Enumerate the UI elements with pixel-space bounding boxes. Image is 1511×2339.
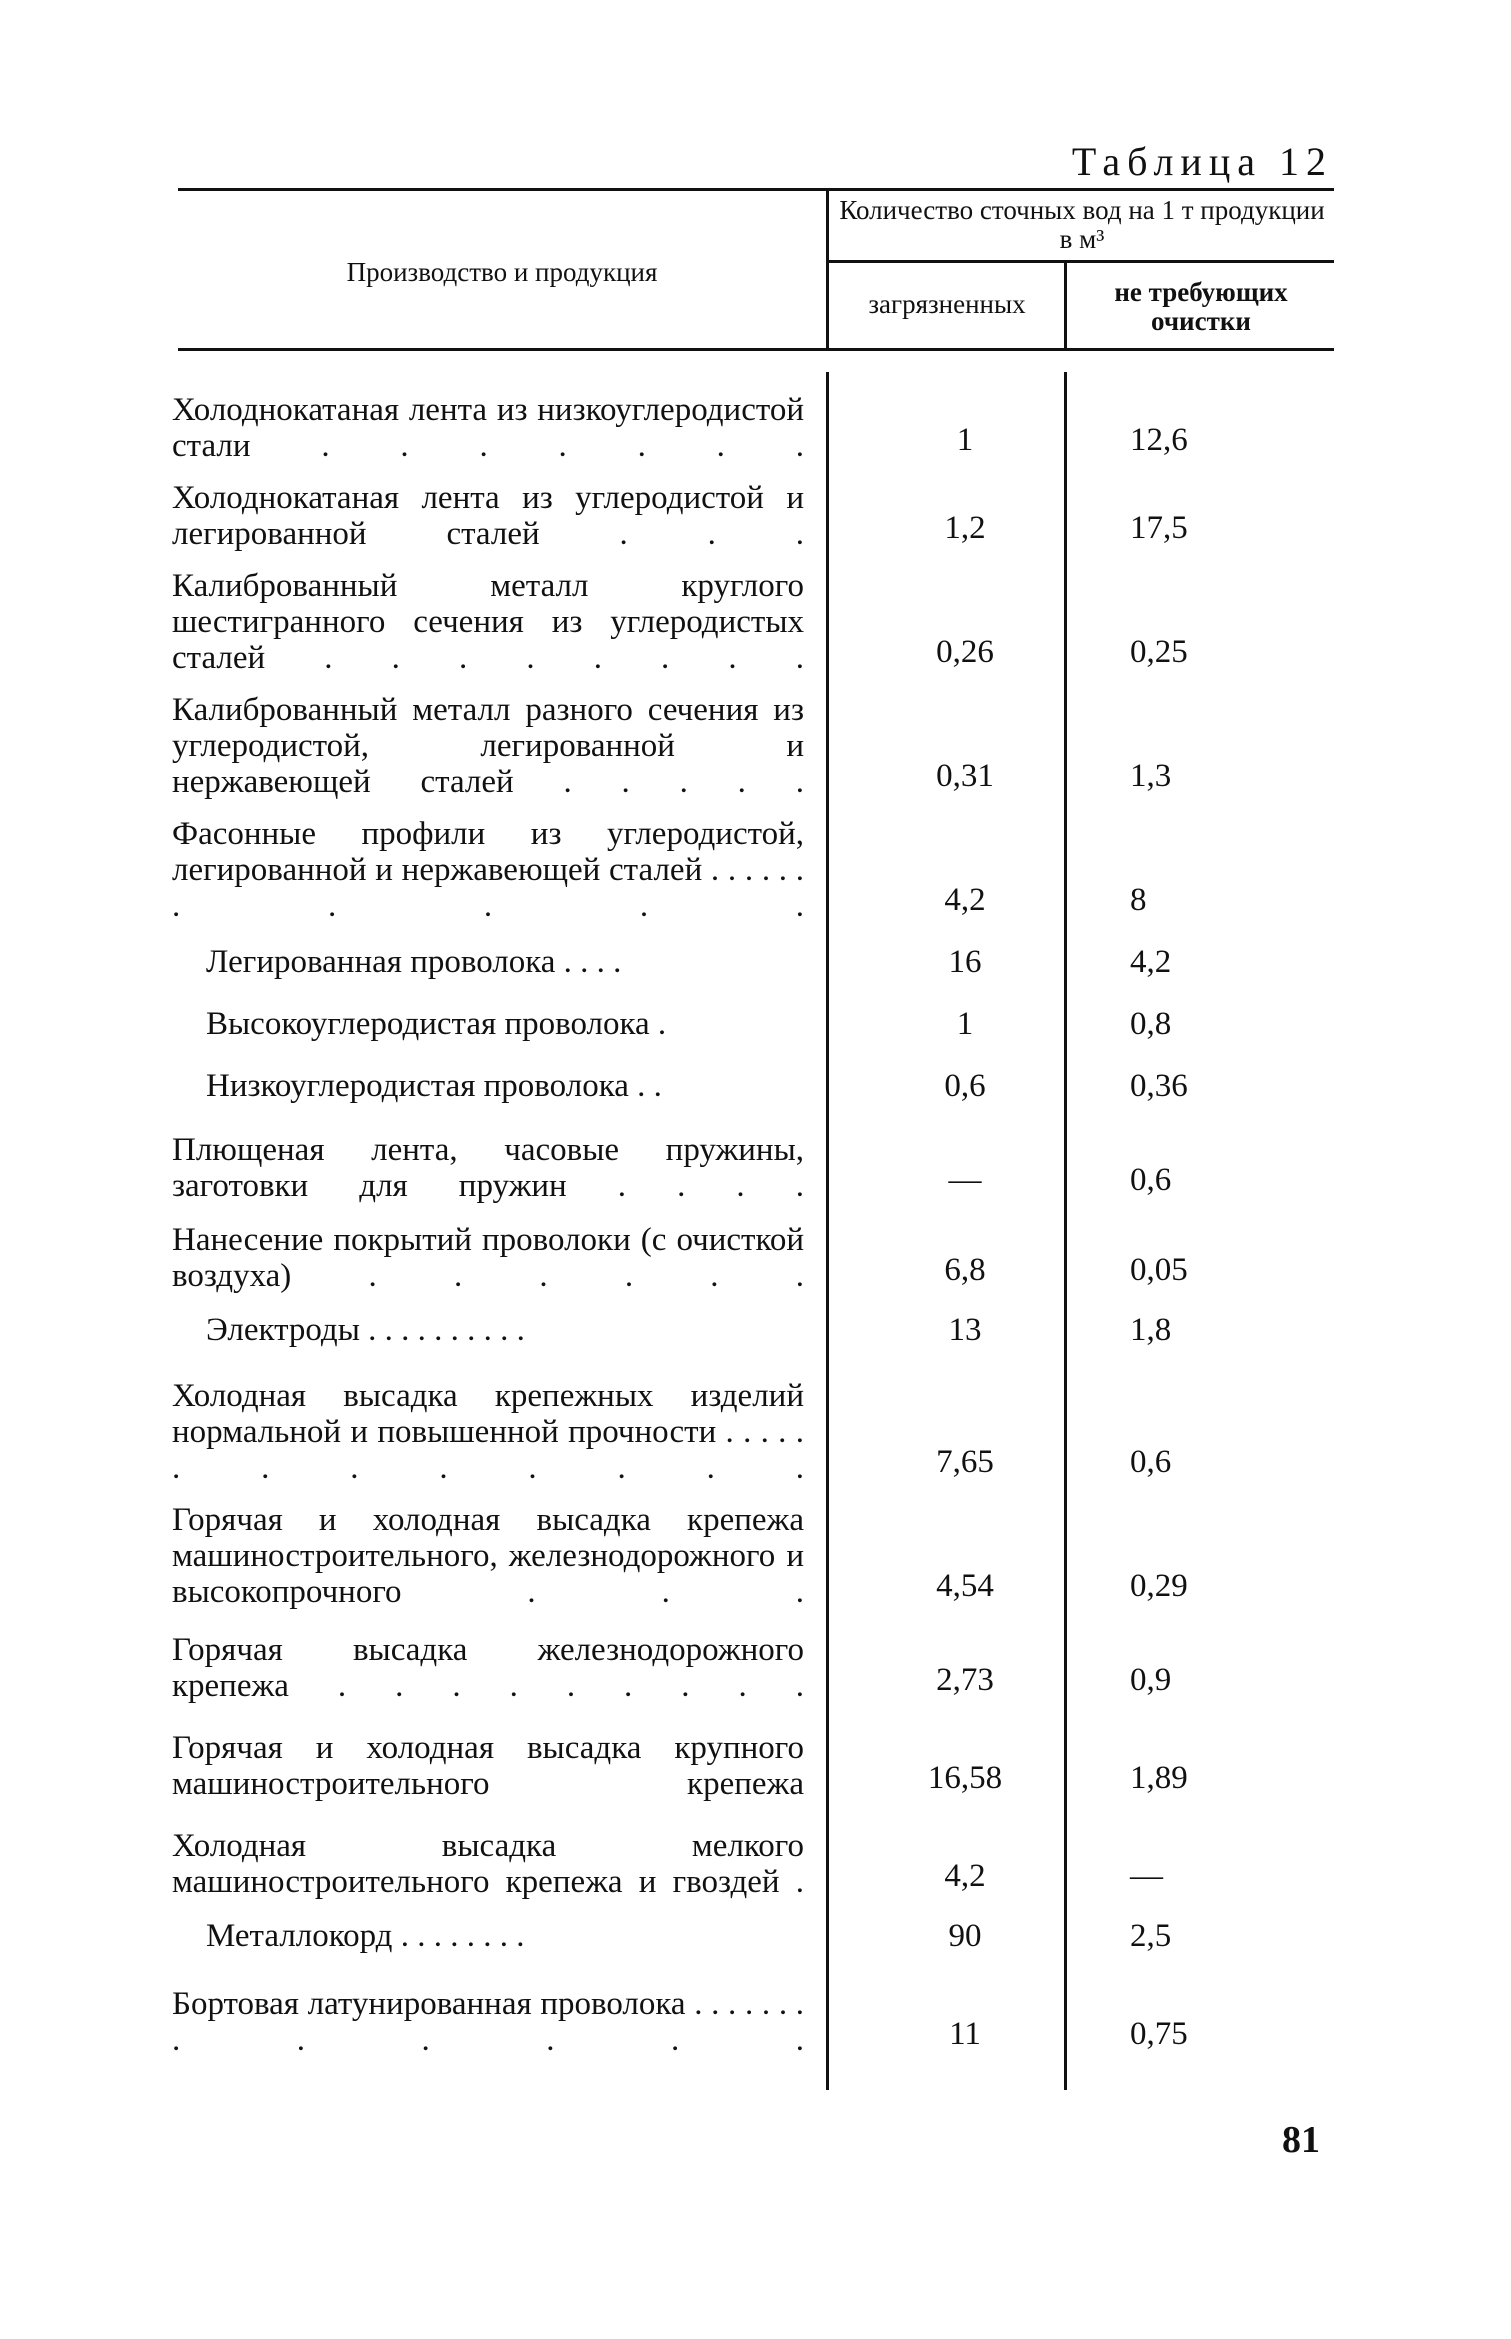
polluted-value: 4,2 — [944, 882, 986, 918]
column-header-product: Производство и продукция — [346, 257, 658, 287]
clean-value: 1,89 — [1130, 1760, 1188, 1796]
clean-value: 1,8 — [1130, 1312, 1172, 1348]
polluted-value: 1 — [956, 1006, 974, 1042]
product-name: Фасонные профили из углеродистой, легированной и нержавеющей сталей . . . . . . . . . . . — [172, 816, 804, 924]
polluted-value: 13 — [948, 1312, 982, 1348]
polluted-value: 90 — [948, 1918, 982, 1954]
polluted-value: 4,2 — [944, 1858, 986, 1894]
clean-value: 1,3 — [1130, 758, 1172, 794]
clean-value: 0,36 — [1130, 1068, 1188, 1104]
product-name: Холодная высадка мелкого машиностроительного крепежа и гвоздей . — [172, 1828, 804, 1900]
polluted-value: 16,58 — [927, 1760, 1003, 1796]
product-name: Калиброванный металл круглого шестигранного сечения из углеродистых сталей . . . . . . . . — [172, 568, 804, 676]
polluted-value: 7,65 — [936, 1444, 994, 1480]
polluted-value: — — [948, 1162, 982, 1198]
product-name: Высокоуглеродистая проволока . — [206, 1006, 667, 1042]
clean-value: 0,9 — [1130, 1662, 1172, 1698]
product-name: Холоднокатаная лента из низкоуглеродистой стали . . . . . . . — [172, 392, 804, 464]
clean-value: 0,6 — [1130, 1444, 1172, 1480]
polluted-value: 16 — [948, 944, 982, 980]
table-title: Таблица 12 — [1071, 139, 1333, 184]
clean-value: 0,25 — [1130, 634, 1188, 670]
clean-value: 17,5 — [1130, 510, 1188, 546]
product-name: Нанесение покрытий проволоки (с очисткой воздуха) . . . . . . — [172, 1222, 804, 1294]
polluted-value: 4,54 — [936, 1568, 994, 1604]
polluted-value: 11 — [949, 2016, 981, 2052]
body-column-divider-right — [1064, 372, 1067, 2090]
header-column-divider-left — [826, 190, 829, 348]
product-name: Горячая высадка железнодорожного крепежа . . . . . . . . . — [172, 1632, 804, 1704]
polluted-value: 6,8 — [944, 1252, 986, 1288]
product-name: Горячая и холодная высадка крупного машиностроительного крепежа — [172, 1730, 804, 1802]
column-header-polluted: загрязненных — [868, 289, 1026, 319]
product-name: Легированная проволока . . . . — [206, 944, 622, 980]
product-name: Холодная высадка крепежных изделий нормальной и повышенной прочности . . . . . . . . . . . . . — [172, 1378, 804, 1486]
header-top-rule — [178, 188, 1334, 191]
header-column-divider-right — [1064, 262, 1067, 348]
polluted-value: 2,73 — [936, 1662, 994, 1698]
clean-value: 0,05 — [1130, 1252, 1188, 1288]
page-number: 81 — [1282, 2119, 1320, 2161]
polluted-value: 0,6 — [944, 1068, 986, 1104]
product-name: Калиброванный металл разного сечения из углеродистой, легированной и нержавеющей сталей . . . . . — [172, 692, 804, 800]
column-header-quantity: Количество сточных вод на 1 т продукции в м³ — [839, 195, 1325, 254]
product-name: Бортовая латунированная проволока . . . . . . . . . . . . . — [172, 1986, 804, 2058]
header-sub-rule — [828, 260, 1334, 263]
clean-value: 2,5 — [1130, 1918, 1172, 1954]
polluted-value: 1,2 — [944, 510, 986, 546]
clean-value: 0,6 — [1130, 1162, 1172, 1198]
product-name: Холоднокатаная лента из углеродистой и легированной сталей . . . — [172, 480, 804, 552]
column-header-clean: не требующих очистки — [1114, 277, 1288, 336]
header-bottom-rule — [178, 348, 1334, 351]
clean-value: 0,29 — [1130, 1568, 1188, 1604]
product-name: Электроды . . . . . . . . . . — [206, 1312, 525, 1348]
product-name: Горячая и холодная высадка крепежа машиностроительного, железнодорожного и высокопрочного . . . — [172, 1502, 804, 1610]
product-name: Низкоуглеродистая проволока . . — [206, 1068, 662, 1104]
clean-value: 8 — [1130, 882, 1147, 918]
clean-value: 0,8 — [1130, 1006, 1172, 1042]
clean-value: — — [1130, 1858, 1163, 1894]
clean-value: 0,75 — [1130, 2016, 1188, 2052]
body-column-divider-left — [826, 372, 829, 2090]
polluted-value: 0,26 — [936, 634, 994, 670]
polluted-value: 1 — [956, 422, 974, 458]
product-name: Плющеная лента, часовые пружины, заготовки для пружин . . . . — [172, 1132, 804, 1204]
clean-value: 4,2 — [1130, 944, 1172, 980]
product-name: Металлокорд . . . . . . . . — [206, 1918, 525, 1954]
polluted-value: 0,31 — [936, 758, 994, 794]
clean-value: 12,6 — [1130, 422, 1188, 458]
